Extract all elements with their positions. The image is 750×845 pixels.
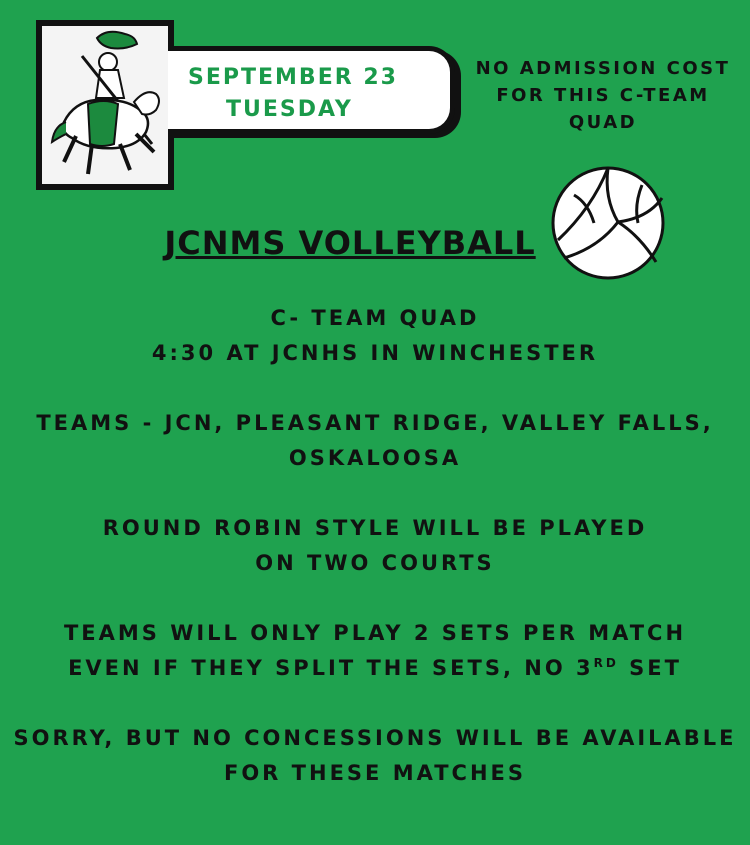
event-type: C- TEAM QUAD	[270, 306, 480, 330]
concessions-line-2: FOR THESE MATCHES	[223, 761, 526, 785]
knight-on-horse-logo-icon	[42, 26, 168, 184]
admission-line-1: NO ADMISSION COST	[475, 58, 731, 79]
format-line-1: ROUND ROBIN STYLE WILL BE PLAYED	[102, 516, 648, 540]
teams-line-2: OSKALOOSA	[288, 446, 462, 470]
ordinal-suffix: RD	[593, 656, 619, 670]
sets-line-2	[0, 656, 750, 680]
knight-logo	[36, 20, 174, 190]
date-banner	[168, 46, 455, 134]
event-date: SEPTEMBER 23	[188, 65, 398, 90]
admission-line-2: FOR THIS C-TEAM QUAD	[496, 85, 710, 133]
event-weekday: TUESDAY	[226, 97, 353, 122]
event-time-location: 4:30 AT JCNHS IN WINCHESTER	[151, 341, 599, 365]
sets-line-2-end: SET	[618, 656, 682, 680]
sets-line-1: TEAMS WILL ONLY PLAY 2 SETS PER MATCH	[63, 621, 687, 645]
admission-notice	[468, 55, 738, 136]
volleyball-icon	[550, 165, 666, 281]
sets-line-2-text: EVEN IF THEY SPLIT THE SETS, NO 3	[68, 656, 594, 680]
format-line-2: ON TWO COURTS	[255, 551, 495, 575]
page-title: JCNMS VOLLEYBALL	[164, 224, 536, 262]
teams-line-1: TEAMS - JCN, PLEASANT RIDGE, VALLEY FALLS,	[36, 411, 714, 435]
concessions-line-1: SORRY, BUT NO CONCESSIONS WILL BE AVAILABLE	[13, 726, 737, 750]
